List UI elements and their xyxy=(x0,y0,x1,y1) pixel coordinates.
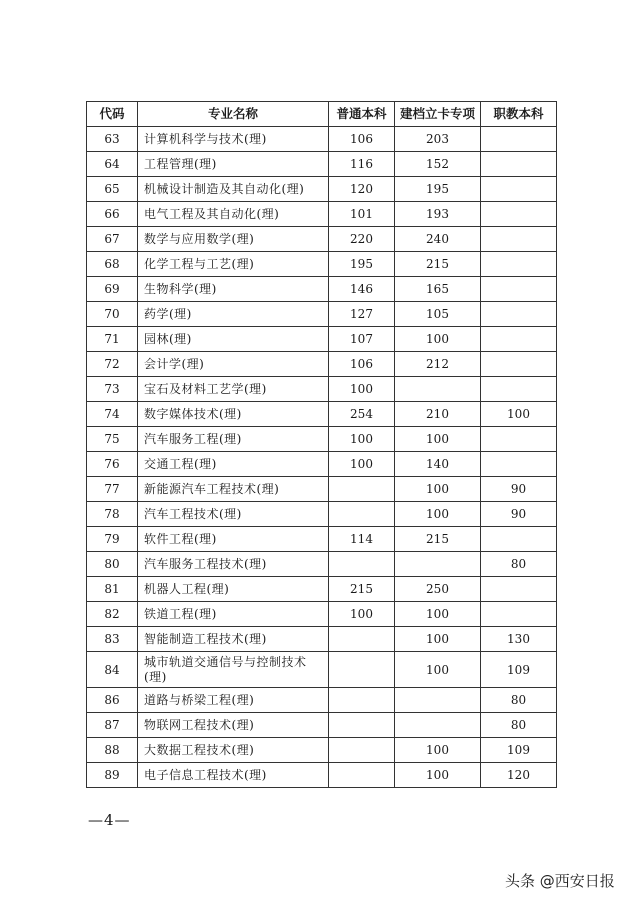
cell-vocational-undergrad xyxy=(481,602,557,627)
table-row xyxy=(87,527,557,552)
header-vocational-undergrad: 职教本科 xyxy=(481,102,557,127)
cell-major-name: 会计学(理) xyxy=(138,352,329,377)
cell-vocational-undergrad: 100 xyxy=(481,402,557,427)
cell-regular-undergrad: 120 xyxy=(329,177,395,202)
cell-major-name: 数学与应用数学(理) xyxy=(138,227,329,252)
cell-code: 65 xyxy=(87,177,138,202)
header-code: 代码 xyxy=(87,102,138,127)
cell-poverty-special: 250 xyxy=(395,577,481,602)
cell-regular-undergrad xyxy=(329,738,395,763)
cell-major-name: 交通工程(理) xyxy=(138,452,329,477)
cell-vocational-undergrad: 80 xyxy=(481,688,557,713)
cell-regular-undergrad xyxy=(329,652,395,688)
cell-vocational-undergrad xyxy=(481,577,557,602)
cell-major-name: 汽车工程技术(理) xyxy=(138,502,329,527)
cell-regular-undergrad: 195 xyxy=(329,252,395,277)
cell-code: 75 xyxy=(87,427,138,452)
cell-poverty-special: 165 xyxy=(395,277,481,302)
cell-major-name: 物联网工程技术(理) xyxy=(138,713,329,738)
cell-major-name: 园林(理) xyxy=(138,327,329,352)
table-row xyxy=(87,452,557,477)
cell-vocational-undergrad: 80 xyxy=(481,552,557,577)
table-row xyxy=(87,763,557,788)
table-row xyxy=(87,402,557,427)
cell-regular-undergrad: 215 xyxy=(329,577,395,602)
cell-vocational-undergrad xyxy=(481,227,557,252)
cell-code: 73 xyxy=(87,377,138,402)
cell-regular-undergrad: 106 xyxy=(329,352,395,377)
cell-poverty-special: 100 xyxy=(395,502,481,527)
cell-regular-undergrad xyxy=(329,502,395,527)
cell-code: 66 xyxy=(87,202,138,227)
cell-poverty-special: 212 xyxy=(395,352,481,377)
table-body xyxy=(87,127,557,788)
cell-vocational-undergrad xyxy=(481,177,557,202)
cell-code: 78 xyxy=(87,502,138,527)
table-row xyxy=(87,227,557,252)
cell-poverty-special: 140 xyxy=(395,452,481,477)
table-row xyxy=(87,652,557,688)
cell-code: 64 xyxy=(87,152,138,177)
cell-vocational-undergrad xyxy=(481,527,557,552)
cell-regular-undergrad: 107 xyxy=(329,327,395,352)
cell-regular-undergrad: 101 xyxy=(329,202,395,227)
cell-poverty-special: 100 xyxy=(395,652,481,688)
table-header-row xyxy=(87,102,557,127)
cell-poverty-special xyxy=(395,552,481,577)
cell-poverty-special: 193 xyxy=(395,202,481,227)
header-regular-undergrad: 普通本科 xyxy=(329,102,395,127)
cell-poverty-special: 195 xyxy=(395,177,481,202)
cell-poverty-special: 105 xyxy=(395,302,481,327)
cell-code: 89 xyxy=(87,763,138,788)
cell-poverty-special: 203 xyxy=(395,127,481,152)
table-row xyxy=(87,302,557,327)
cell-major-name: 药学(理) xyxy=(138,302,329,327)
cell-major-name: 大数据工程技术(理) xyxy=(138,738,329,763)
cell-major-name: 软件工程(理) xyxy=(138,527,329,552)
cell-code: 84 xyxy=(87,652,138,688)
cell-code: 79 xyxy=(87,527,138,552)
cell-poverty-special xyxy=(395,377,481,402)
cell-vocational-undergrad: 109 xyxy=(481,738,557,763)
cell-vocational-undergrad: 130 xyxy=(481,627,557,652)
table-row xyxy=(87,352,557,377)
cell-regular-undergrad: 100 xyxy=(329,377,395,402)
cell-vocational-undergrad xyxy=(481,277,557,302)
cell-vocational-undergrad: 120 xyxy=(481,763,557,788)
cell-regular-undergrad: 100 xyxy=(329,602,395,627)
cell-poverty-special: 100 xyxy=(395,738,481,763)
cell-code: 82 xyxy=(87,602,138,627)
cell-major-name: 数字媒体技术(理) xyxy=(138,402,329,427)
cell-vocational-undergrad xyxy=(481,302,557,327)
cell-code: 74 xyxy=(87,402,138,427)
cell-vocational-undergrad: 80 xyxy=(481,713,557,738)
cell-regular-undergrad: 127 xyxy=(329,302,395,327)
cell-vocational-undergrad xyxy=(481,452,557,477)
cell-regular-undergrad xyxy=(329,763,395,788)
table-row xyxy=(87,177,557,202)
cell-code: 83 xyxy=(87,627,138,652)
cell-regular-undergrad: 146 xyxy=(329,277,395,302)
cell-vocational-undergrad xyxy=(481,252,557,277)
table-row xyxy=(87,477,557,502)
cell-vocational-undergrad xyxy=(481,427,557,452)
cell-poverty-special: 215 xyxy=(395,527,481,552)
cell-poverty-special: 100 xyxy=(395,763,481,788)
table-row xyxy=(87,427,557,452)
cell-code: 86 xyxy=(87,688,138,713)
cell-major-name: 汽车服务工程技术(理) xyxy=(138,552,329,577)
cell-poverty-special: 100 xyxy=(395,627,481,652)
cell-code: 67 xyxy=(87,227,138,252)
table-row xyxy=(87,688,557,713)
cell-regular-undergrad: 114 xyxy=(329,527,395,552)
cell-vocational-undergrad: 90 xyxy=(481,502,557,527)
table-row xyxy=(87,152,557,177)
cell-regular-undergrad: 100 xyxy=(329,427,395,452)
cell-regular-undergrad xyxy=(329,688,395,713)
cell-code: 81 xyxy=(87,577,138,602)
cell-major-name: 化学工程与工艺(理) xyxy=(138,252,329,277)
cell-poverty-special xyxy=(395,713,481,738)
cell-code: 72 xyxy=(87,352,138,377)
cell-major-name: 机械设计制造及其自动化(理) xyxy=(138,177,329,202)
cell-regular-undergrad: 106 xyxy=(329,127,395,152)
table-row xyxy=(87,602,557,627)
table-row xyxy=(87,327,557,352)
cell-major-name: 工程管理(理) xyxy=(138,152,329,177)
cell-regular-undergrad xyxy=(329,552,395,577)
cell-code: 70 xyxy=(87,302,138,327)
cell-major-name: 电气工程及其自动化(理) xyxy=(138,202,329,227)
cell-major-name: 铁道工程(理) xyxy=(138,602,329,627)
cell-regular-undergrad: 254 xyxy=(329,402,395,427)
cell-major-name: 电子信息工程技术(理) xyxy=(138,763,329,788)
table-row xyxy=(87,202,557,227)
cell-poverty-special: 100 xyxy=(395,327,481,352)
cell-vocational-undergrad xyxy=(481,327,557,352)
cell-code: 88 xyxy=(87,738,138,763)
cell-code: 63 xyxy=(87,127,138,152)
cell-poverty-special: 100 xyxy=(395,602,481,627)
table-row xyxy=(87,738,557,763)
cell-code: 77 xyxy=(87,477,138,502)
cell-major-name: 生物科学(理) xyxy=(138,277,329,302)
cell-regular-undergrad xyxy=(329,627,395,652)
table-row xyxy=(87,277,557,302)
cell-major-name: 道路与桥梁工程(理) xyxy=(138,688,329,713)
cell-code: 69 xyxy=(87,277,138,302)
cell-regular-undergrad xyxy=(329,477,395,502)
cell-vocational-undergrad: 90 xyxy=(481,477,557,502)
cell-code: 68 xyxy=(87,252,138,277)
table-row xyxy=(87,627,557,652)
cell-poverty-special: 215 xyxy=(395,252,481,277)
cell-major-name: 宝石及材料工艺学(理) xyxy=(138,377,329,402)
cell-poverty-special: 152 xyxy=(395,152,481,177)
table-row xyxy=(87,552,557,577)
cell-major-name: 计算机科学与技术(理) xyxy=(138,127,329,152)
table-row xyxy=(87,502,557,527)
cell-major-name: 新能源汽车工程技术(理) xyxy=(138,477,329,502)
table-row xyxy=(87,713,557,738)
cell-poverty-special: 100 xyxy=(395,477,481,502)
header-major-name: 专业名称 xyxy=(138,102,329,127)
cell-regular-undergrad: 220 xyxy=(329,227,395,252)
cell-code: 76 xyxy=(87,452,138,477)
cell-vocational-undergrad xyxy=(481,377,557,402)
header-poverty-special: 建档立卡专项 xyxy=(395,102,481,127)
cell-poverty-special: 100 xyxy=(395,427,481,452)
source-watermark: 头条 @西安日报 xyxy=(505,872,615,890)
cell-poverty-special: 210 xyxy=(395,402,481,427)
cell-major-name: 机器人工程(理) xyxy=(138,577,329,602)
cell-poverty-special: 240 xyxy=(395,227,481,252)
table-row xyxy=(87,577,557,602)
cell-regular-undergrad: 116 xyxy=(329,152,395,177)
cell-vocational-undergrad xyxy=(481,202,557,227)
cell-regular-undergrad: 100 xyxy=(329,452,395,477)
page-number: —4— xyxy=(88,811,131,829)
cell-major-name: 城市轨道交通信号与控制技术(理) xyxy=(138,652,329,688)
cell-major-name: 智能制造工程技术(理) xyxy=(138,627,329,652)
enrollment-table xyxy=(86,101,557,788)
cell-vocational-undergrad xyxy=(481,152,557,177)
cell-vocational-undergrad xyxy=(481,352,557,377)
cell-code: 80 xyxy=(87,552,138,577)
table-row xyxy=(87,127,557,152)
table-row xyxy=(87,252,557,277)
cell-code: 71 xyxy=(87,327,138,352)
cell-poverty-special xyxy=(395,688,481,713)
cell-vocational-undergrad: 109 xyxy=(481,652,557,688)
table-row xyxy=(87,377,557,402)
cell-regular-undergrad xyxy=(329,713,395,738)
cell-code: 87 xyxy=(87,713,138,738)
cell-vocational-undergrad xyxy=(481,127,557,152)
cell-major-name: 汽车服务工程(理) xyxy=(138,427,329,452)
